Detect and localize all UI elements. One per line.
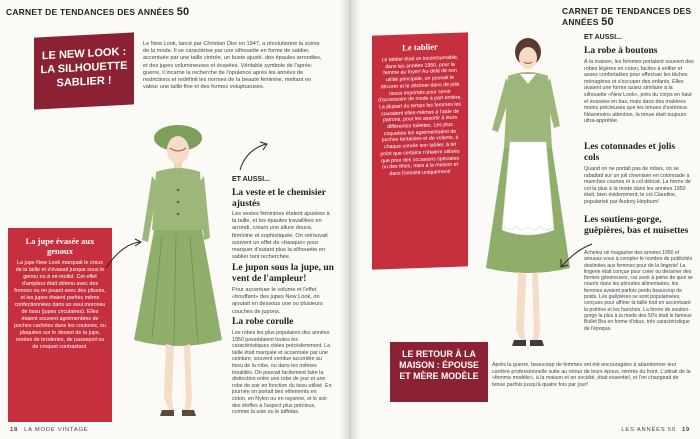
corolle-heading: La robe corolle <box>232 317 294 327</box>
new-look-badge <box>34 32 134 109</box>
face-shape <box>519 47 537 69</box>
left-header-title: CARNET DE TENDANCES DES ANNÉES <box>6 7 177 17</box>
right-page <box>352 0 700 439</box>
boutons-heading: La robe à boutons <box>584 46 658 56</box>
left-footer-label: LA MODE VINTAGE <box>24 427 89 433</box>
tablier-callout-text: Le tablier était un incontournable, dans les années 1950, pour la femme au foyer! Au-delà de son utilité principale, on pouvait le décorer et le décliner dans de jolis tissus imprimés pour servir d'accessoire de mode à part entière. La plupart du temps les femmes les cousaient elles-mêmes à l'aide de patrons, pour les assortir à leurs différentes toilettes. Les plus coquettes les agrémentaient de poches fantaisies et de volants, à chaque corvée son tablier, à tel point que certains n'étaient utilisés que pour des occasions spéciales ou des fêtes, mais à la maison et dans l'intimité uniquement! <box>378 54 462 178</box>
left-page-header <box>6 6 189 18</box>
jacket-shape <box>152 168 204 230</box>
corolle-text: Les robes les plus populaires des années 1950 possédaient toutes les caractéristiques citées précédemment. La taille était marquée et accentuée par une ceinture, souvent vendue accordée au tissu de la robe, ou dans les mêmes tonalités. On pouvait facilement faire la distinction entre une robe de jour et une robe de soir en fonction du tissu utilisé. En journée on portait des vêtements en coton, en Nylon ou en rayonne, et le soir des étoffes à l'aspect plus précieux, comme la soie ou le taffetas. <box>232 330 332 416</box>
right-header-number: 50 <box>601 16 614 28</box>
intro-text: Le New Look, lancé par Christian Dior en 1947, a révolutionné la scène de la mode. Il se caractérise par une silhouette en forme de sablier, accentuée par une taille cintrée, un buste ajusté, des épaules arrondies, et des jupes volumineuses et évasées. Véritable symbole de l'après-guerre, il incarne la recherche de l'opulence après les années de restrictions et redéfinit les normes de la beauté féminine, mettant en valeur une taille fine et des formes voluptueuses. <box>143 41 322 91</box>
soutiens-heading: Les soutiens-gorge, guêpières, bas et nuisettes <box>584 215 689 236</box>
retour-badge <box>390 342 488 402</box>
arrow-to-jacket-icon <box>236 140 270 174</box>
veste-text: Les vestes féminines étaient ajustées à la taille, et les épaules travaillées en arrondi, créant une allure douce, féminine et sophistiquée. On retrouvait souvent un effet de «basque» pour marquer d'autant plus la silhouette en sablier tant recherchée. <box>232 211 330 261</box>
right-aussi-label: ET AUSSI... <box>584 34 622 41</box>
right-header-title: CARNET DE TENDANCES DES ANNÉES <box>562 6 692 27</box>
right-page-number: 19 <box>681 427 690 433</box>
tablier-callout-title: Le tablier <box>402 41 438 53</box>
retour-badge-text: LE RETOUR À LA MAISON : ÉPOUSE ET MÈRE MODÈLE <box>399 349 479 381</box>
jupe-callout-title: La jupe évasée aux genoux <box>25 236 95 256</box>
apron-shape <box>502 142 554 235</box>
left-page-number: 18 <box>10 427 19 433</box>
face-shape <box>167 136 189 164</box>
jupe-callout-box <box>8 228 112 422</box>
new-look-badge-text: LE NEW LOOK : LA SILHOUETTE SABLIER ! <box>40 45 128 90</box>
right-footer-label: LES ANNÉES 50 <box>621 427 676 433</box>
cols-heading: Les cotonnades et jolis cols <box>584 142 676 163</box>
retour-text: Après la guerre, beaucoup de femmes ont été encouragées à abandonner leur carrière professionnelle suite au retour de leurs époux, rentrés du front. L'attrait de la «femme modèle», à la maison et en société, était essentiel, et l'on changeait de tenue parfois jusqu'à quatre fois par jour! <box>492 362 691 388</box>
veste-heading: La veste et le chemisier ajustés <box>232 188 326 209</box>
jupon-heading: Le jupon sous la jupe, un vent de l'ampleur! <box>232 263 334 284</box>
boutons-text: À la maison, les femmes portaient souvent des robes légères en coton, faciles à enfiler et assez confortables pour effectuer les tâches ménagères et s'occuper des enfants. Elles avaient une forme assez similaire à la silhouette «New Look», près du corps en haut et évasées en bas, mais dans des matières moins précieuses que les tenues d'extérieur. Néanmoins attention, la tenue était toujours ultra-apprêtée. <box>584 59 694 125</box>
cols-text: Quand on ne portait pas de robes, on se rabattait sur un joli chemisier en cotonnade à manches courtes et à col délicat. La forme de col la plus à la mode dans les années 1950 était, bien évidemment, le col Claudine, popularisé par Audrey Hepburn! <box>584 166 691 205</box>
arrow-to-skirt-icon <box>104 238 144 272</box>
jupon-text: Pour accentuer le volume et l'effet «bouffant» des jupes New Look, on ajoutait en dessous une ou plusieurs couches de jupons. <box>232 287 323 315</box>
right-page-header <box>562 6 700 28</box>
left-header-number: 50 <box>176 6 190 18</box>
housewife-illustration <box>474 30 574 350</box>
arrow-to-dress-icon <box>556 240 596 270</box>
right-footer <box>621 427 696 433</box>
left-footer <box>4 427 88 433</box>
left-page <box>0 0 348 439</box>
tablier-callout-box <box>372 32 468 269</box>
skirt-shape <box>134 230 222 346</box>
jupe-callout-text: La jupe New Look marquait le creux de la taille et s'évasait jusque sous le genou ou à mi-mollet. Cet effet d'ampleur était obtenu avec des fronces ou en jouant avec des plissés, et les jupes étaient parfois même confectionnées dans un seul morceau de tissu (jupes circulaires). Elles étaient souvent agrémentées de poches cachées dans les coutures, ou plaquées sur le devant de la jupe, ornées de broderies, de passepoil ou de croquet contrastant. <box>14 260 106 350</box>
soutiens-text: Achetez un magazine des années 1950 et amusez-vous à compter le nombre de publicités destinées aux femmes pour de la lingerie! La lingerie était conçue pour créer ou dessiner des formes généreuses, car avoir à peine de quoi se nourrir dans les pénuries alimentaires, les femmes avaient parfois perdu beaucoup de poids. Les guêpières se sont popularisées, conçues pour affiner la taille tout en accentuant la poitrine et les hanches. La forme de soutien-gorge la plus à la mode des 50's était le fameux Bullet Bra en forme d'obus, très caractéristique de l'époque. <box>584 250 694 332</box>
left-aussi-label: ET AUSSI... <box>232 176 270 183</box>
